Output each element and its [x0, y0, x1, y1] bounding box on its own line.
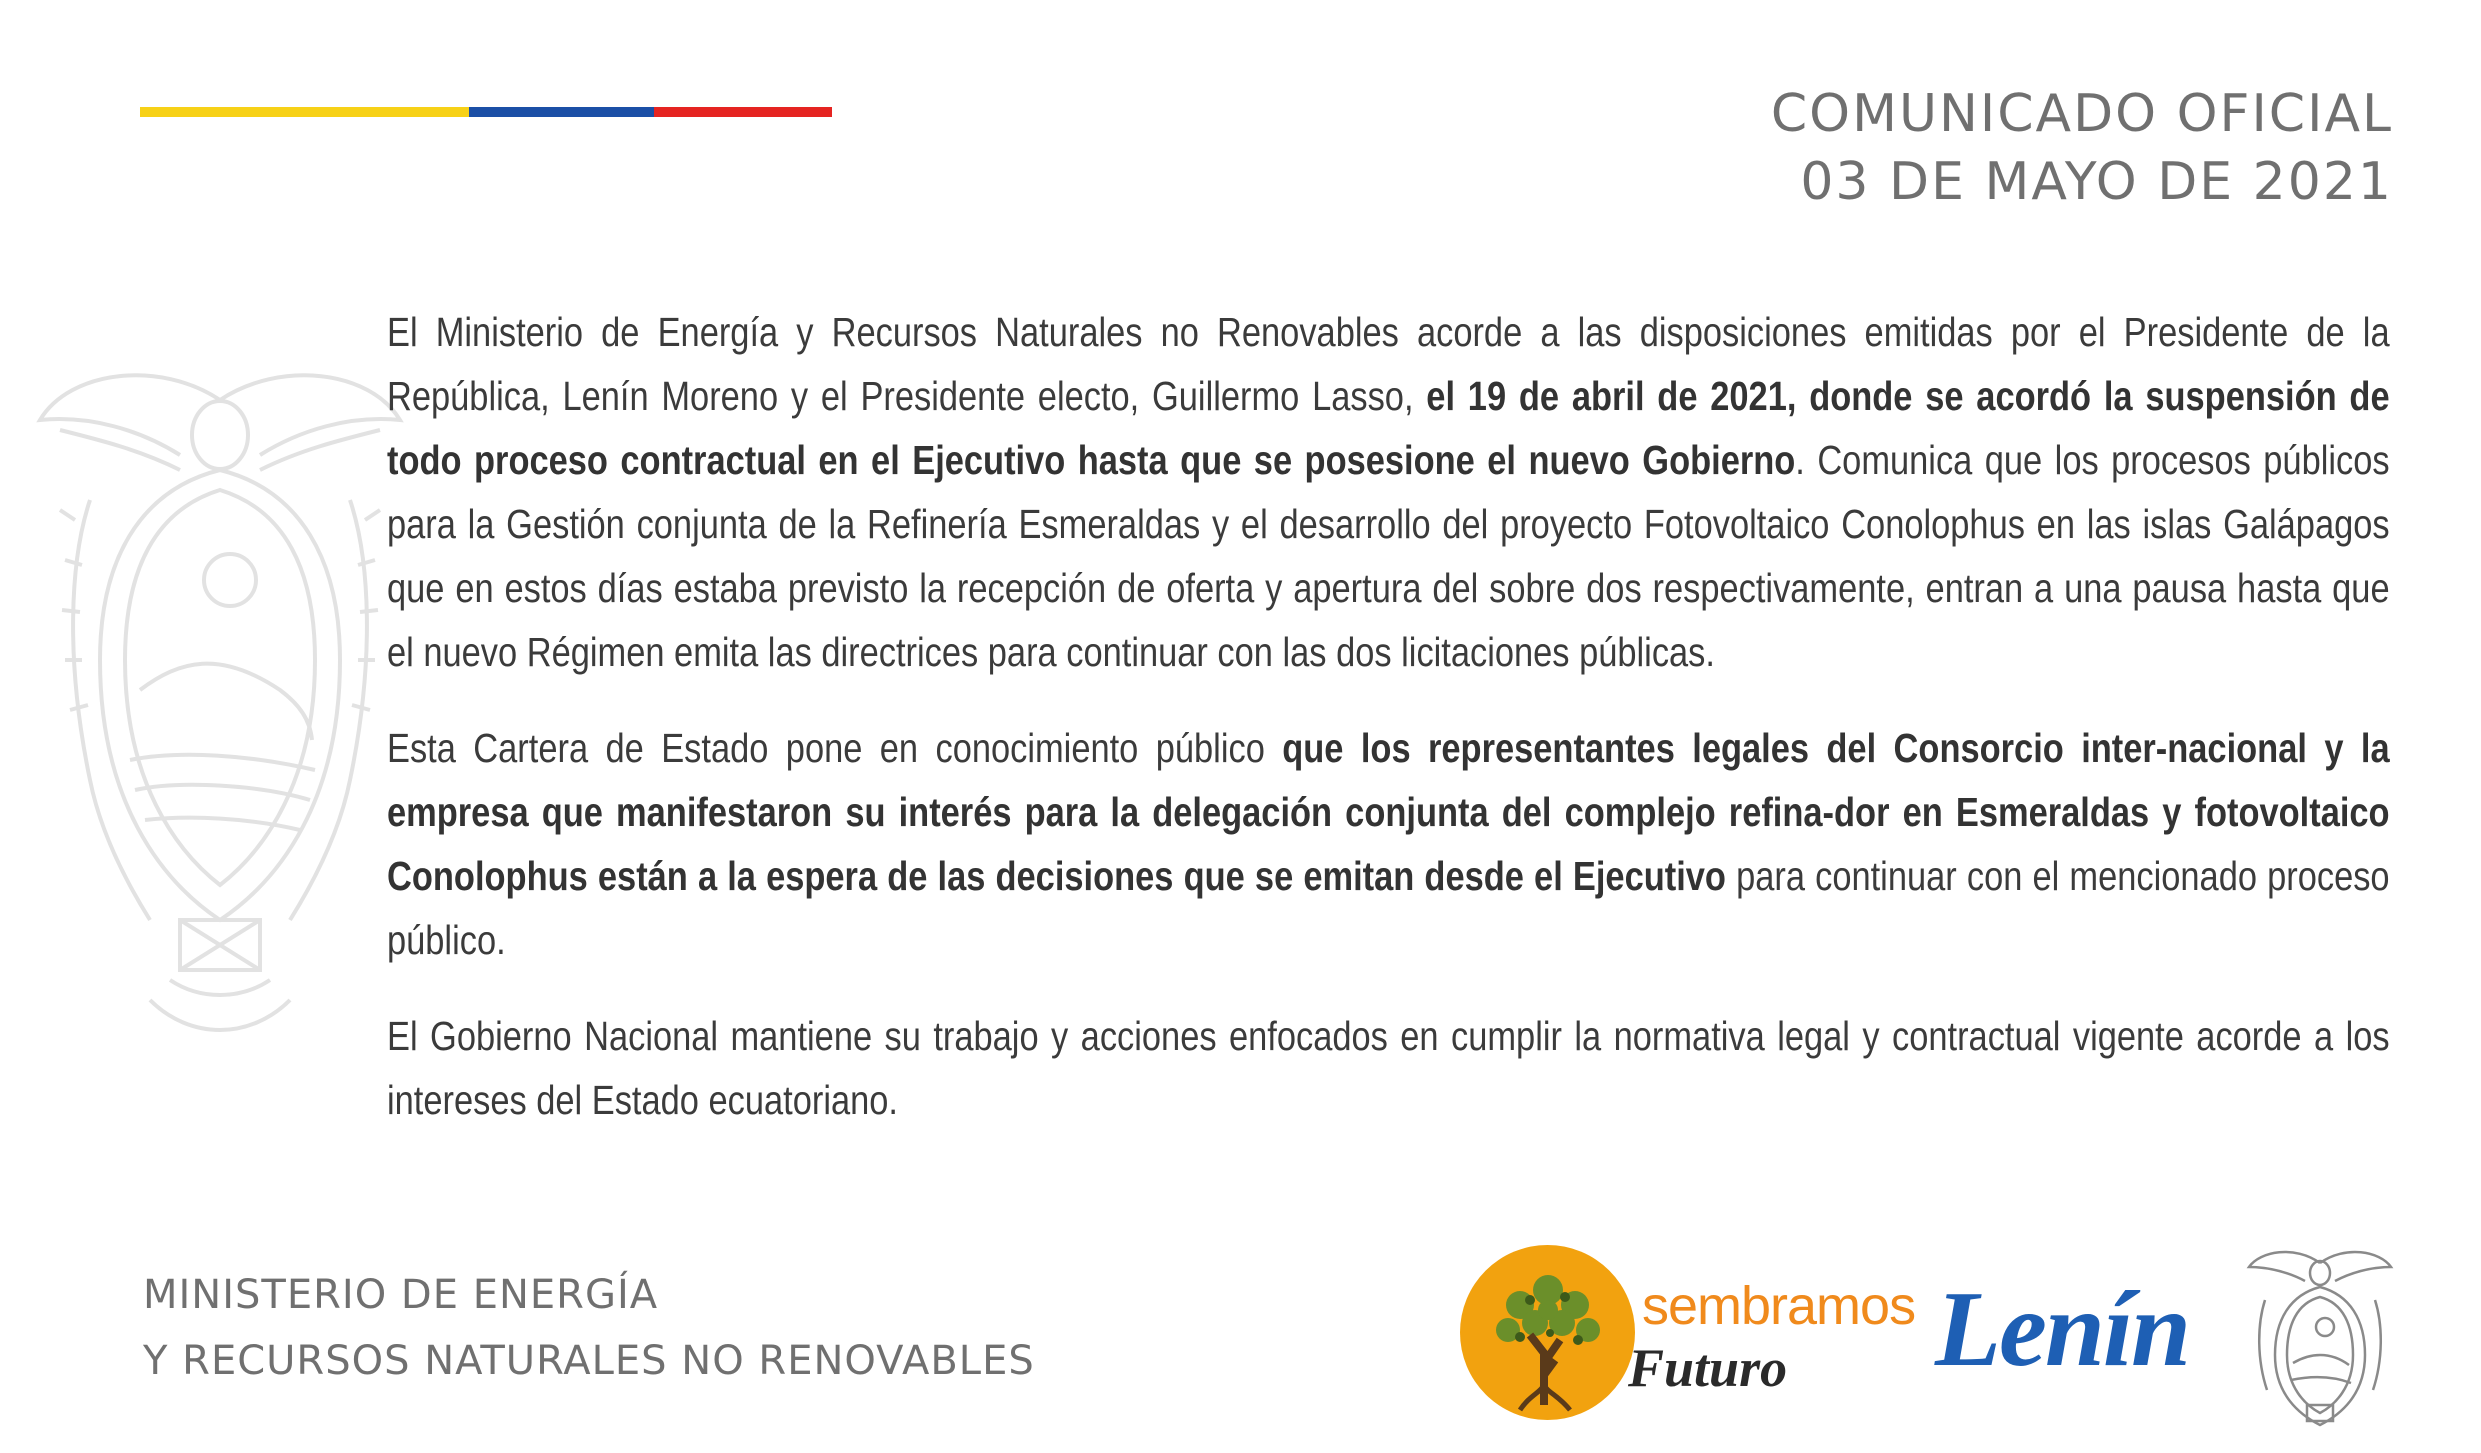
paragraph-1-rest: . Comunica que los procesos públicos para la Gestión conjunta de la Refinería Esmeraldas y el desarrollo del proyecto Fotovoltaico Conolophus en las islas Galápagos que en estos días estaba previsto la recepción de oferta y apertura del sobre dos respectivamente, entran a una pausa hasta que el nuevo Régimen emita las directrices para continuar con las dos licitaciones públicas. [387, 437, 2390, 675]
communique-header [1771, 80, 2393, 216]
coat-of-arms-watermark [30, 360, 410, 1060]
ministry-name-line1: MINISTERIO DE ENERGÍA [143, 1272, 659, 1318]
paragraph-2-intro: Esta Cartera de Estado pone en conocimiento público [387, 725, 1283, 771]
paragraph-1 [387, 300, 2390, 684]
communique-body [387, 300, 2390, 1164]
flag-blue-segment [469, 107, 654, 117]
paragraph-1-intro: El Ministerio de Energía y Recursos Naturales no Renovables acorde a las disposiciones emitidas por el Presidente de la República, Lenín Moreno y el Presidente electo, Guillermo Lasso, [387, 309, 2390, 419]
sembramos-futuro-logo [1460, 1245, 1916, 1425]
coat-of-arms-icon [2245, 1245, 2395, 1430]
ministry-name [143, 1262, 1035, 1394]
lenin-text: Lenín [1935, 1270, 2190, 1389]
flag-red-segment [654, 107, 832, 117]
futuro-text: Futuro [1628, 1338, 1788, 1398]
paragraph-3-text: El Gobierno Nacional mantiene su trabajo y acciones enfocados en cumplir la normativa legal y contractual vigente acorde a los intereses del Estado ecuatoriano. [387, 1013, 2390, 1123]
flag-stripe [140, 107, 832, 117]
tree-logo-icon [1460, 1245, 1635, 1420]
communique-title: COMUNICADO OFICIAL [1770, 84, 2393, 144]
paragraph-2-rest: para continuar con el mencionado proceso público. [387, 853, 2390, 963]
flag-yellow-segment [140, 107, 469, 117]
paragraph-2 [387, 716, 2390, 972]
ministry-name-line2: Y RECURSOS NATURALES NO RENOVABLES [143, 1338, 1035, 1384]
paragraph-1-emphasis: el 19 de abril de 2021, donde se acordó la suspensión de todo proceso contractual en el Ejecutivo hasta que se posesione el nuevo Gobierno [387, 373, 2390, 483]
paragraph-2-emphasis: que los representantes legales del Consorcio inter-nacional y la empresa que manifestaron su interés para la delegación conjunta del complejo refina-dor en Esmeraldas y fotovoltaico Conolophus están a la espera de las decisiones que se emitan desde el Ejecutivo [387, 725, 2390, 899]
paragraph-3 [387, 1004, 2390, 1132]
lenin-logo [1935, 1268, 2205, 1408]
sembramos-text: sembramos [1642, 1276, 1916, 1336]
communique-date: 03 DE MAYO DE 2021 [1800, 152, 2393, 212]
